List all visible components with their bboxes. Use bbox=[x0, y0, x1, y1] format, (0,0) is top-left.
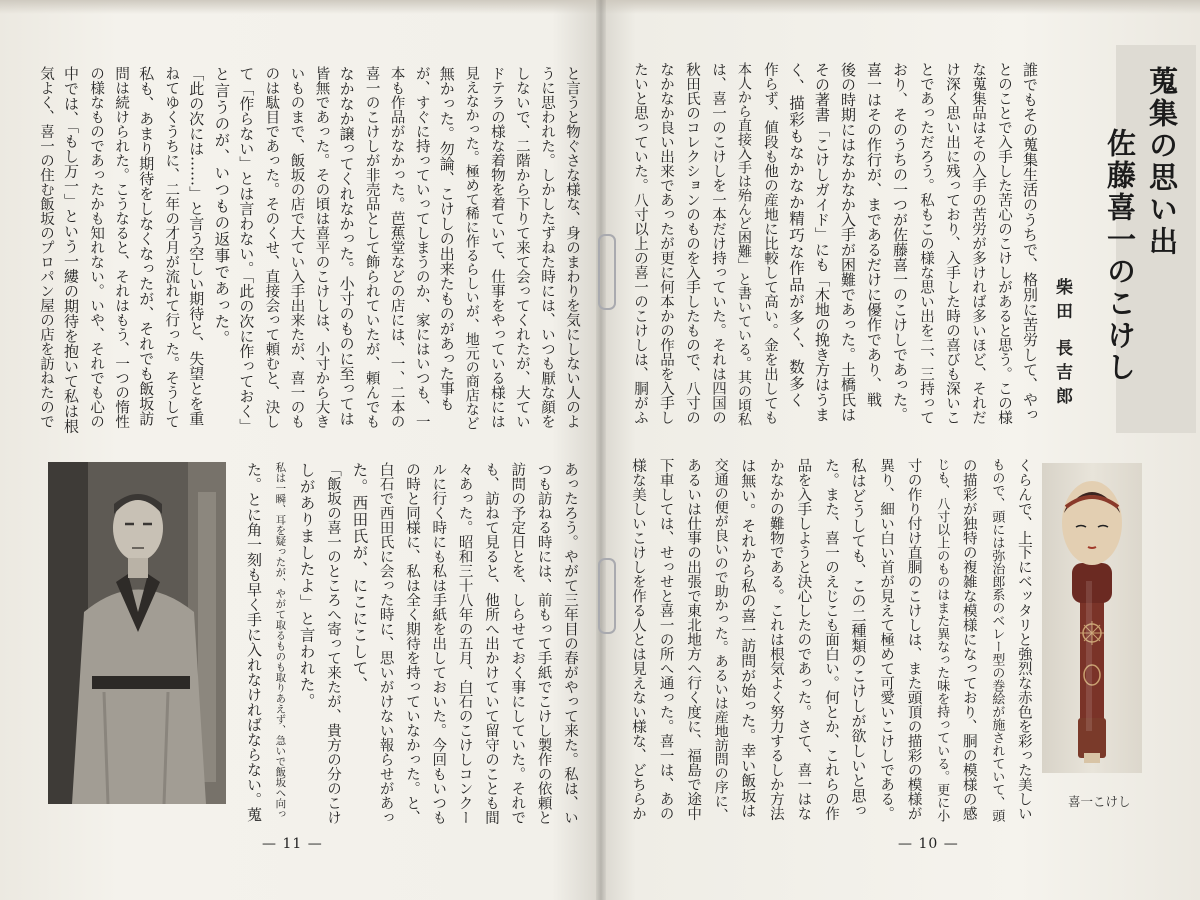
text-column: とであっただろう。私もこの様な思い出を二、三持って bbox=[918, 62, 934, 425]
craftsman-figure-icon bbox=[48, 462, 226, 804]
text-column: 異り、細い白い首が見えて極めて可愛いこけしである。 bbox=[878, 458, 895, 821]
text-column: ドテラの様な着物を着ていて、仕事をやっている様には bbox=[488, 66, 505, 429]
text-column: 問は続けられた。こうなると、それはもう、一つの惰性 bbox=[113, 66, 130, 429]
text-column: たいと思っていた。八寸以上の喜一のこけしは、胴がふ bbox=[632, 62, 648, 425]
kokeshi-doll-icon bbox=[1042, 463, 1142, 773]
text-column: と言うのが、いつもの返事であった。 bbox=[212, 66, 231, 347]
text-column: 品を入手しようと決心したのであった。さて、喜一はな bbox=[795, 458, 812, 821]
text-column: とのことで入手した苦心のこけしがあると思う。この様 bbox=[996, 62, 1012, 425]
text-column: 寸の作り付け直胴のこけしは、また頭頂の描彩の模様が bbox=[905, 458, 922, 821]
text-column: の描彩が独特の複雑な模様になっており、胴の模様の感 bbox=[960, 458, 977, 821]
text-column: 誰でもその蒐集生活のうちで、格別に苦労して、やっ bbox=[1021, 62, 1039, 422]
right-page-upper-text bbox=[630, 62, 1040, 434]
text-column: もので、頭には弥治郎系のベレー型の巻絵が施されていて、頭 bbox=[989, 458, 1005, 822]
text-column: と言うと物ぐさな様な、身のまわりを気にしない人のよ bbox=[563, 66, 580, 429]
text-column: 私は一瞬、耳を疑ったが、やがて取るものも取りあえず、急いで飯坂へ向っ bbox=[274, 462, 287, 819]
text-column: 交通の便が良いので助かった。あるいは産地訪問の序に、 bbox=[712, 458, 729, 822]
text-column: 私はどうしても、この二種類のこけしが欲しいと思っ bbox=[849, 458, 868, 818]
text-column: なかなか良い出来であったが更に何本かの作品を入手し bbox=[658, 62, 674, 425]
text-column: 本人から直接入手は殆んど困難」と書いている。其の頃私 bbox=[736, 62, 752, 426]
text-column: 気よく、喜一の住む飯坂のプロパン屋の店を訪ねたので bbox=[38, 66, 54, 429]
text-column: も、訪ねて見ると、他所へ出かけていて留守のことも間 bbox=[482, 462, 499, 825]
author-name: 柴田 長吉郎 bbox=[1052, 278, 1072, 411]
page-number-right: — 10 — bbox=[898, 836, 959, 852]
text-column: 見えなかった。極めて稀に作るらしいが、地元の商店など bbox=[463, 66, 480, 430]
text-column: 中では、「もし万一」という一縷の期待を抱いて私は根 bbox=[62, 66, 81, 434]
text-column: 皆無であった。その頃は喜平のこけしは、小寸から大き bbox=[313, 66, 330, 429]
text-column: 後の時期にはなかなか入手が困難であった。土橋氏は bbox=[839, 62, 857, 422]
text-column: 下車しては、せっせと喜一の所へ通った。喜一は、あの bbox=[657, 458, 674, 821]
text-column: の時と同様に、私は全く期待を持っていなかった。と、 bbox=[403, 462, 420, 825]
text-column: しがありましたよ」と言われた。 bbox=[297, 462, 316, 710]
text-column: いものまで、飯坂の店で大てい入手出来たが、喜一のも bbox=[288, 66, 305, 429]
text-column: じも、八寸以上のものはまた異なった味を持っている。更に小 bbox=[934, 458, 950, 822]
text-column: は、喜一のこけしを一本だけ持っていた。それは四国の bbox=[710, 62, 726, 425]
article-title-line1: 蒐集の思い出 bbox=[1145, 66, 1179, 258]
text-column: くらんで、上下にベッタリと強烈な赤色を彩った美しい bbox=[1015, 458, 1032, 821]
text-column: 喜一はその作行が、まであるだけに優作であり、戦 bbox=[865, 62, 883, 407]
article-title-line2: 佐藤喜一のこけし bbox=[1103, 128, 1137, 384]
text-column: は無い。それから私の喜一訪問が始った。幸い飯坂は bbox=[739, 458, 758, 818]
text-column: その著書「こけしガイド」にも「木地の挽き方はうま bbox=[813, 62, 831, 422]
kokeshi-caption: 喜一こけし bbox=[1068, 794, 1131, 809]
text-column: の様なものであったかも知れない。いや、それでも心の bbox=[88, 66, 105, 429]
text-column: 秋田氏のコレクションのものを入手したもので、八寸の bbox=[684, 62, 700, 425]
text-column: あるいは仕事の出張で東北地方へ行く度に、福島で途中 bbox=[685, 458, 702, 821]
text-column: 喜一のこけしが非売品として飾られていたが、頼んでも bbox=[363, 66, 380, 429]
craftsman-photo bbox=[48, 462, 226, 804]
text-column: け深く思い出に残っており、入手した時の喜びも深いこ bbox=[944, 62, 960, 425]
text-column: うに思われた。しかしたずねた時には、いつも厭な顔を bbox=[538, 66, 555, 429]
left-page-upper-text bbox=[36, 66, 582, 436]
text-column: しないで、二階から下りて来て会ってくれたが、大てい bbox=[513, 66, 530, 429]
text-column: が、すぐに持っていってしまうのか、家にはいつも、一 bbox=[413, 66, 430, 429]
book-gutter bbox=[596, 0, 606, 900]
staple-bottom bbox=[598, 558, 616, 634]
text-column: ねてゆくうちに、二年の才月が流れて行った。そうして bbox=[163, 66, 180, 429]
text-column: て「作らない」とは言わない。「此の次に作っておく」 bbox=[237, 66, 256, 434]
text-column: 「飯坂の喜一のところへ寄って来たが、貴方の分のこけ bbox=[324, 462, 341, 825]
text-column: かなかの難物である。これは根気よく努力するしか方法 bbox=[767, 458, 784, 821]
text-column: 々あった。昭和三十八年の五月、白石のこけしコンクー bbox=[456, 462, 473, 825]
text-column: た。また、喜一のえじこも面白い。何とか、これらの作 bbox=[822, 458, 839, 821]
right-page-lower-text bbox=[628, 458, 1034, 830]
text-column: く、描彩もなかなか精巧な作品が多く、数多く bbox=[787, 62, 805, 409]
text-column: のは駄目であった。そのくせ、直接会って頼むと、決し bbox=[263, 66, 280, 429]
text-column: なかなか譲ってくれなかった。小寸のものに至っては bbox=[337, 66, 356, 426]
staple-top bbox=[598, 234, 616, 310]
kokeshi-photo bbox=[1042, 463, 1142, 773]
text-column: おり、そのうちの一つが佐藤喜一のこけしであった。 bbox=[891, 62, 909, 422]
text-column: 私も、あまり期待をしなくなったが、それでも飯坂訪 bbox=[137, 66, 156, 426]
text-column: 無かった。勿論、こけしの出来たものがあった事も bbox=[437, 66, 456, 411]
text-column: 「此の次には……」と言う空しい期待と、失望とを重 bbox=[187, 66, 206, 426]
text-column: ルに行く時にも私は手紙を出しておいた。今回もいつも bbox=[430, 462, 447, 825]
text-column: 様な美しいこけしを作る人とは見えない様な、どちらか bbox=[630, 458, 646, 821]
page-number-left: — 11 — bbox=[262, 836, 323, 852]
text-column: 白石で西田氏に会った時に、思いがけない報らせがあっ bbox=[377, 462, 394, 825]
text-column: 作らず、値段も他の産地に比較して高い。金を出しても bbox=[762, 62, 778, 425]
text-column: た。西田氏が、にこにこして、 bbox=[350, 462, 369, 693]
left-page-lower-text bbox=[244, 462, 580, 832]
text-column: 本も作品がなかった。芭蕉堂などの店には、一、二本の bbox=[388, 66, 405, 429]
text-column: つも訪ねる時には、前もって手紙でこけし製作の依頼と bbox=[535, 462, 552, 825]
text-column: 訪問の予定日とを、しらせておく事にしていた。それで bbox=[509, 462, 526, 825]
text-column: あったろう。やがて三年目の春がやって来た。私は、い bbox=[561, 462, 578, 825]
text-column: た。とに角一刻も早く手に入れなければならない。蒐 bbox=[245, 462, 263, 822]
text-column: な蒐集品はその入手の苦労が多ければ多いほど、それだ bbox=[970, 62, 986, 425]
